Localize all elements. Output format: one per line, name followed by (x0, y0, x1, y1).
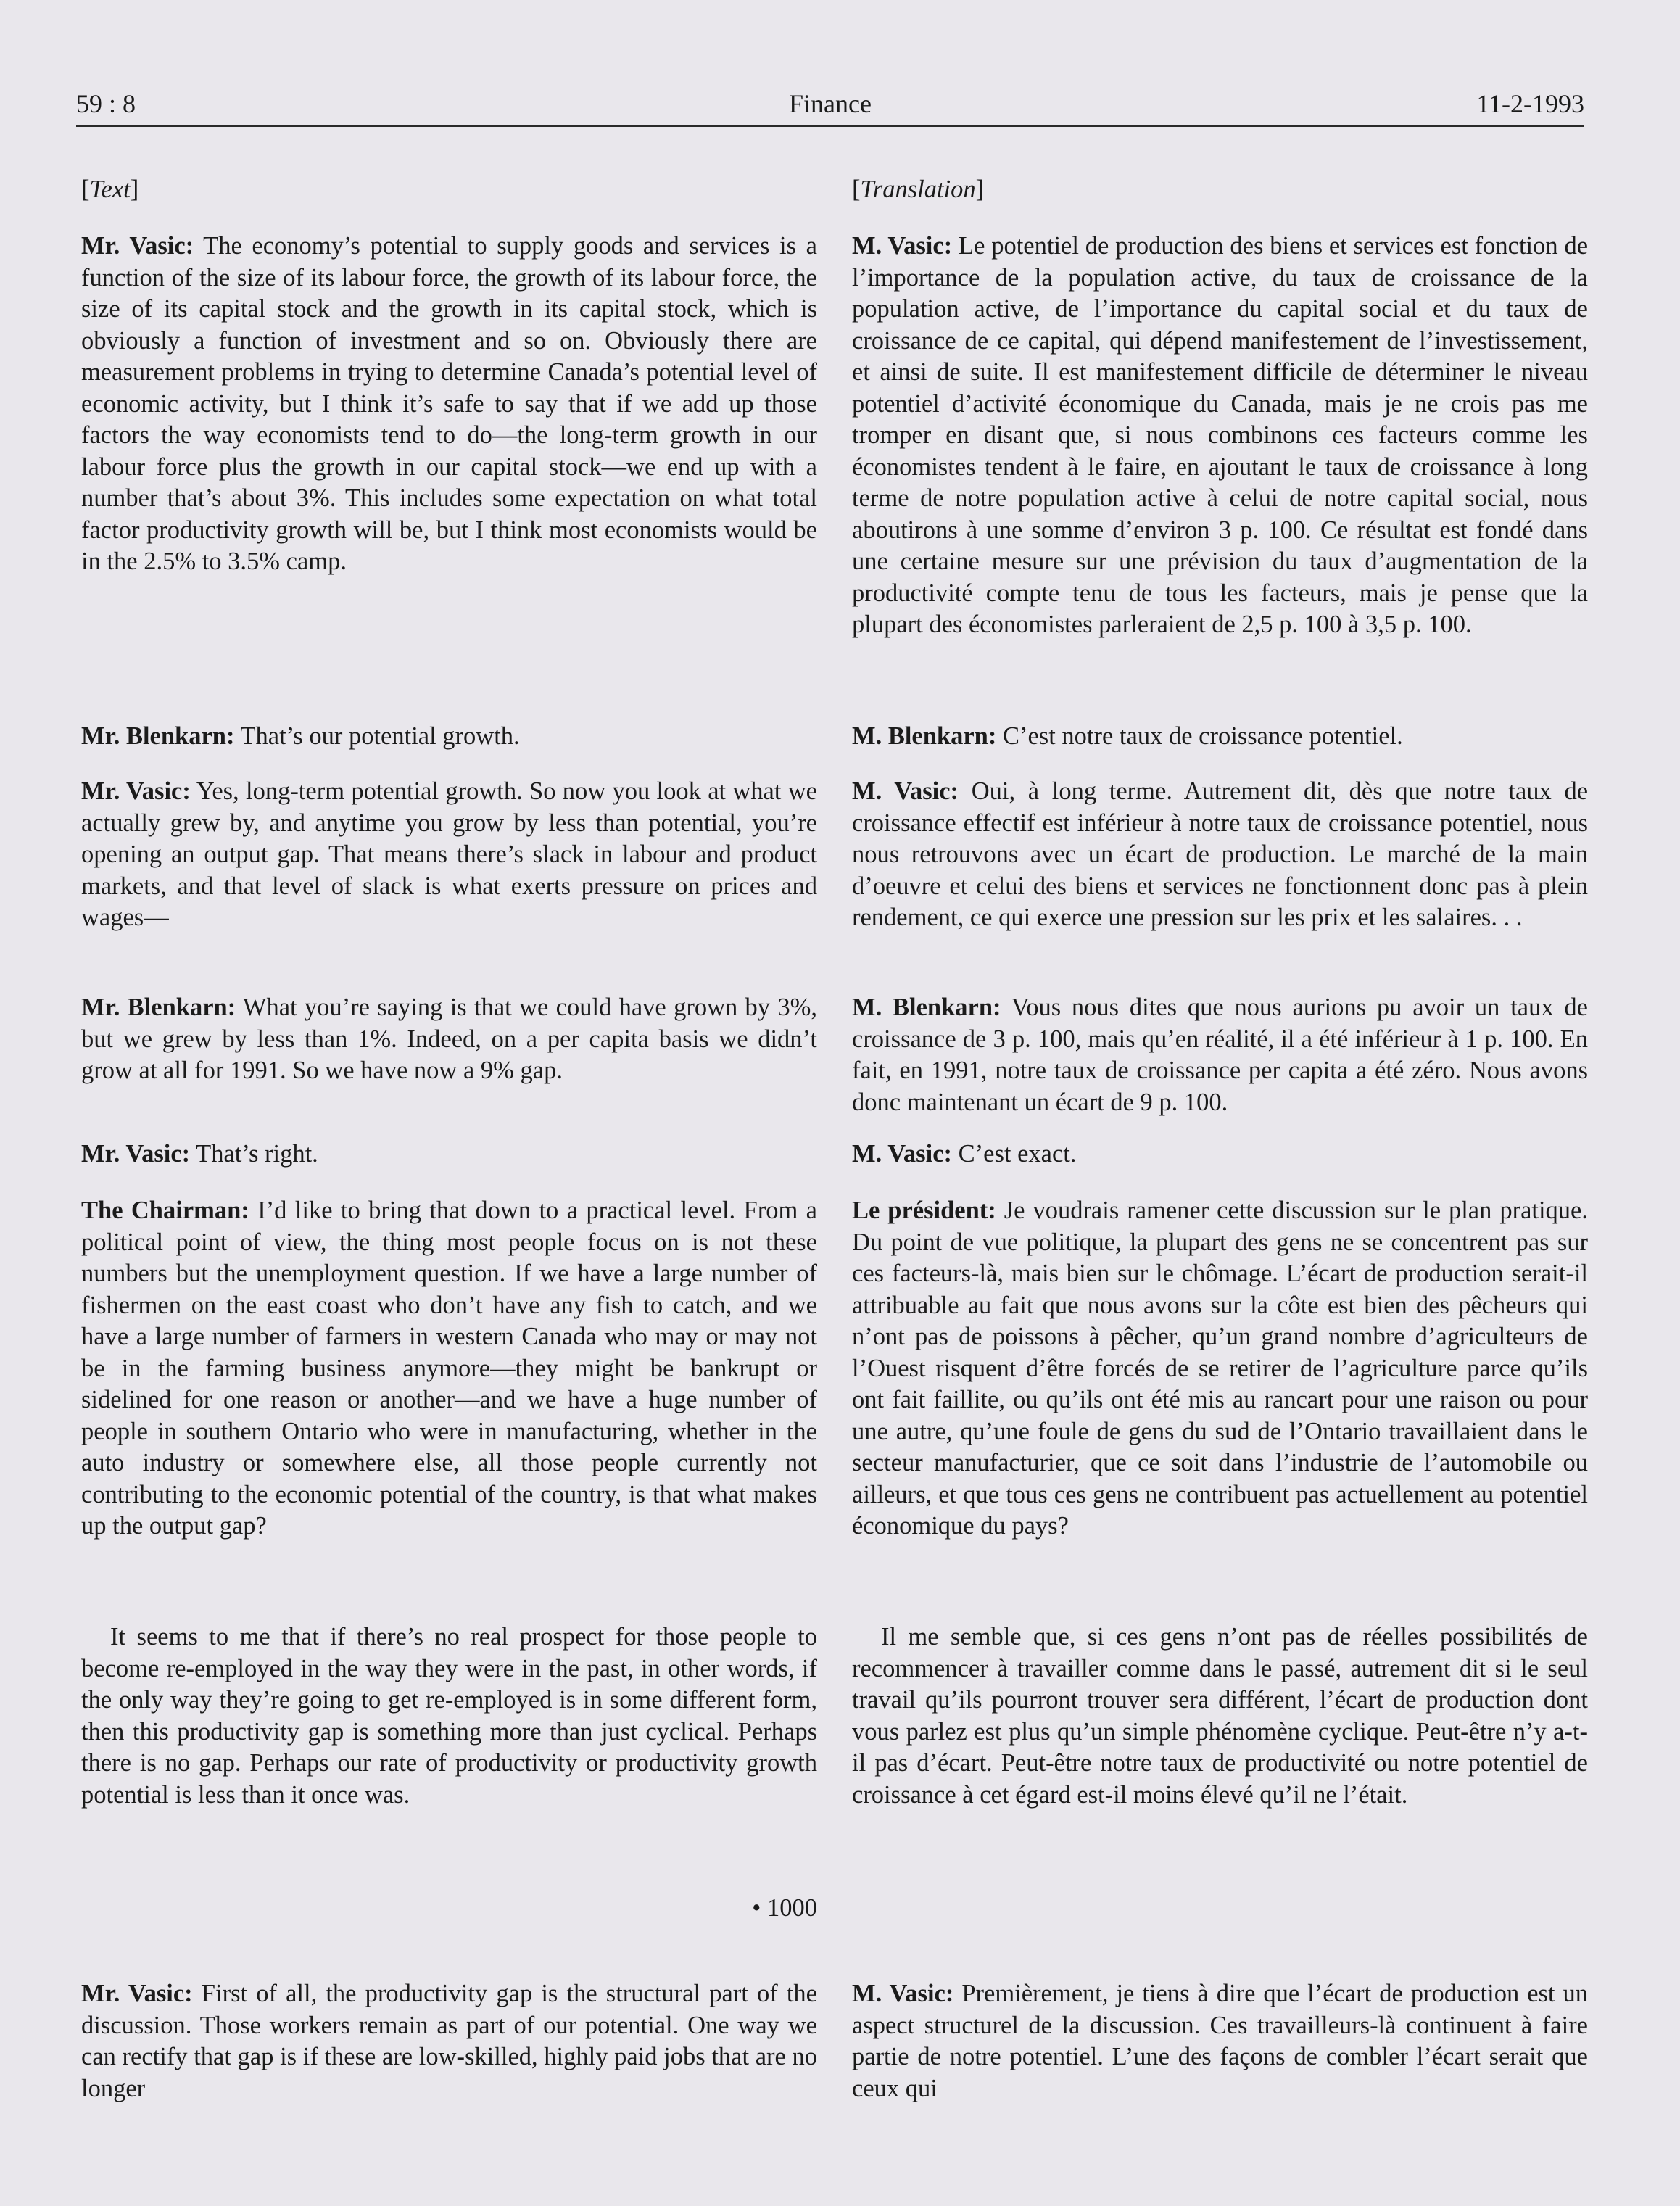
paragraph-text: Le potentiel de production des biens et services est fonction de l’importance de la population active, du taux de croissance de la population active, de l’importance du capital social et du taux de croissance de ce capital, qui dépend manifestement de l’investissement, et ainsi de suite. Il est manifestement difficile de déterminer le niveau potentiel d’activité économique du Canada, mais je ne crois pas me tromper en disant que, si nous combinons ces facteurs comme les économistes tendent à le faire, en ajoutant le taux de croissance à long terme de notre population active à celui de notre capital social, nous aboutirons à une somme d’environ 3 p. 100. Ce résultat est fondé dans une certaine mesure sur une prévision du taux d’augmentation de la productivité compte tenu de tous les facteurs, mais je pense que la plupart des économistes parleraient de 2,5 p. 100 à 3,5 p. 100. (852, 232, 1589, 638)
paragraph-text: I’d like to bring that down to a practical level. From a political point of view, the thing most people focus on is not these numbers but the unemployment question. If we have a large number of fishermen on the east coast who don’t have any fish to catch, and we have a large number of farmers in western Canada who may or may not be in the farming business anymore—they might be bankrupt or sidelined for one reason or another—and we have a huge number of people in southern Ontario who were in manufacturing, whether in the auto industry or somewhere else, all those people currently not contributing to the economic potential of the country, is that what makes up the output gap? (81, 1197, 817, 1540)
paragraph (81, 1622, 817, 1811)
paragraph (852, 1622, 1588, 1811)
language-tag: [Text] (81, 175, 139, 203)
paragraph (852, 1978, 1588, 2104)
header-date: 11-2-1993 (1476, 89, 1584, 118)
paragraph (81, 721, 817, 753)
paragraph (852, 1139, 1588, 1170)
paragraph-text: Yes, long-term potential growth. So now you look at what we actually grew by, and anytime you grow by less than potential, you’re opening an output gap. That means there’s slack in labour and product markets, and that level of slack is what exerts pressure on prices and wages— (81, 777, 817, 931)
time-marker: • 1000 (752, 1894, 817, 1922)
paragraph (81, 992, 817, 1087)
paragraph-text: The economy’s potential to supply goods and services is a function of the size of its labour force, the growth of its labour force, the size of its capital stock and the growth in its capital stock, which is obviously a function of investment and so on. Obviously there are measurement problems in trying to determine Canada’s potential level of economic activity, but I think it’s safe to say that if we add up those factors the way economists tend to do—the long-term growth in our labour force plus the growth in our capital stock—we end up with a number that’s about 3%. This includes some expectation on what total factor productivity growth will be, but I think most economists would be in the 2.5% to 3.5% camp. (81, 232, 817, 575)
paragraph (852, 1195, 1588, 1542)
paragraph-text: Oui, à long terme. Autrement dit, dès que notre taux de croissance effectif est inférieur à notre taux de croissance potentiel, nous nous retrouvons avec un écart de production. Le marché de la main d’oeuvre et celui des biens et services ne fonctionnent donc pas à plein rendement, ce qui exerce une pression sur les prix et les salaires. . . (852, 777, 1589, 931)
speaker-name: The Chairman: (81, 1197, 249, 1224)
paragraph-text: What you’re saying is that we could have grown by 3%, but we grew by less than 1%. Indeed, on a per capita basis we didn’t grow at all for 1991. So we have now a 9% gap. (81, 993, 817, 1084)
speaker-name: M. Vasic: (852, 777, 959, 805)
paragraph-text: It seems to me that if there’s no real prospect for those people to become re-employed in the way they were in the past, in other words, if the only way they’re going to get re-employed is in some different form, then this productivity gap is something more than just cyclical. Perhaps there is no gap. Perhaps our rate of productivity or productivity growth potential is less than it once was. (81, 1623, 817, 1809)
paragraph-text: C’est notre taux de croissance potentiel. (996, 722, 1403, 750)
speaker-name: Mr. Vasic: (81, 1140, 191, 1168)
paragraph-text: Il me semble que, si ces gens n’ont pas de réelles possibilités de recommencer à travailler comme dans le passé, autrement dit si le seul travail qu’ils pourront trouver sera différent, l’écart de production dont vous parlez est plus qu’un simple phénomène cyclique. Peut-être n’y a-t-il pas d’écart. Peut-être notre taux de productivité ou notre potentiel de croissance à cet égard est-il moins élevé qu’il ne l’était. (852, 1623, 1588, 1809)
speaker-name: Mr. Blenkarn: (81, 993, 236, 1021)
speaker-name: M. Vasic: (852, 232, 953, 260)
language-tag: [Translation] (852, 175, 985, 203)
paragraph (81, 231, 817, 578)
page-number: 59 : 8 (76, 89, 136, 118)
paragraph (852, 776, 1588, 934)
speaker-name: M. Vasic: (852, 1140, 952, 1168)
paragraph-text: Je voudrais ramener cette discussion sur le plan pratique. Du point de vue politique, la plupart des gens ne se concentrent pas sur ces facteurs-là, mais bien sur le chômage. L’écart de production serait-il attribuable au fait que nous avons sur la côte est bien des pêcheurs qui n’ont pas de poissons à pêcher, qu’un grand nombre d’agriculteurs de l’Ouest risquent d’être forcés de se retirer de l’agriculture parce qu’ils ont fait faillite, ou qu’ils ont été mis au rancart pour une raison ou pour une autre, qu’une foule de gens du sud de l’Ontario travaillaient dans le secteur manufacturier, que ce soit dans l’industrie de l’automobile ou ailleurs, et que tous ces gens ne contribuent pas actuellement au potentiel économique du pays? (852, 1197, 1588, 1540)
paragraph (81, 1195, 817, 1542)
speaker-name: M. Blenkarn: (852, 722, 997, 750)
speaker-name: Mr. Vasic: (81, 1980, 193, 2007)
paragraph (852, 721, 1588, 753)
paragraph-text: Vous nous dites que nous aurions pu avoir un taux de croissance de 3 p. 100, mais qu’en réalité, il a été inférieur à 1 p. 100. En fait, en 1991, notre taux de croissance per capita a été zéro. Nous avons donc maintenant un écart de 9 p. 100. (852, 993, 1588, 1116)
paragraph (852, 231, 1588, 641)
paragraph-text: C’est exact. (952, 1140, 1077, 1168)
speaker-name: Le président: (852, 1197, 996, 1224)
running-title: Finance (789, 89, 872, 118)
speaker-name: Mr. Vasic: (81, 777, 191, 805)
page-header (76, 88, 1584, 127)
paragraph (81, 776, 817, 934)
speaker-name: M. Vasic: (852, 1980, 954, 2007)
paragraph-text: That’s right. (190, 1140, 318, 1168)
paragraph-text: Premièrement, je tiens à dire que l’écart de production est un aspect structurel de la discussion. Ces travailleurs-là continuent à faire partie de notre potentiel. L’une des façons de combler l’écart serait que ceux qui (852, 1980, 1588, 2102)
paragraph-text: That’s our potential growth. (234, 722, 520, 750)
paragraph (81, 1978, 817, 2104)
paragraph (81, 1139, 817, 1170)
speaker-name: Mr. Blenkarn: (81, 722, 235, 750)
speaker-name: Mr. Vasic: (81, 232, 194, 260)
speaker-name: M. Blenkarn: (852, 993, 1001, 1021)
paragraph-text: First of all, the productivity gap is the structural part of the discussion. Those workers remain as part of our potential. One way we can rectify that gap is if these are low-skilled, highly paid jobs that are no longer (81, 1980, 817, 2102)
paragraph (852, 992, 1588, 1118)
